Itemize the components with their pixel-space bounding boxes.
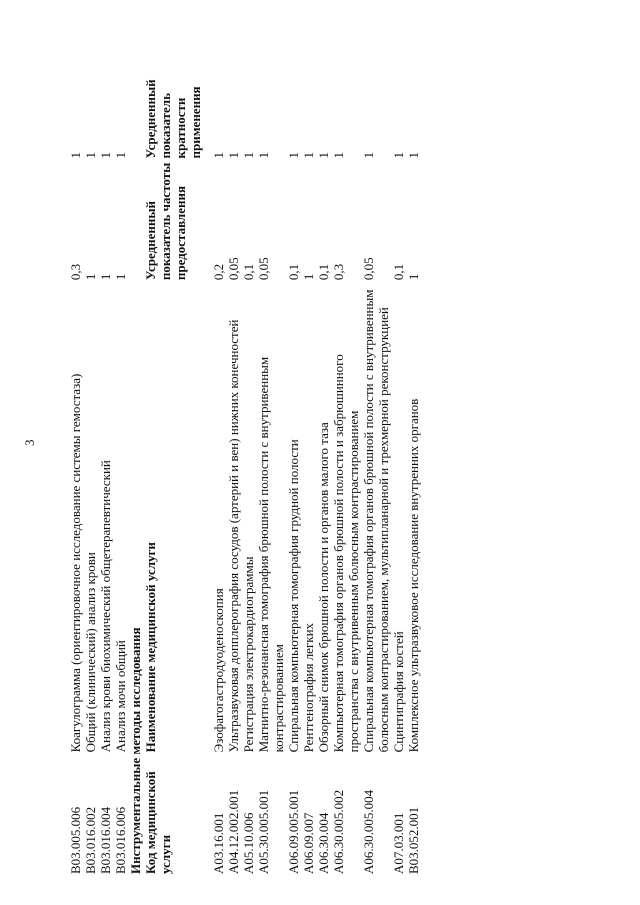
- service-name: Магнитно-резонансная томография брюшной полости с внутривенным контрастированием: [256, 356, 286, 753]
- service-name: Спиральная компьютерная томография органов брюшной полости с внутривенным болюсным контрастированием, мультипланарной и трехмерной реконструкцией: [361, 289, 391, 753]
- frequency-value: 0,3: [68, 263, 83, 281]
- multiplicity-value: 1: [98, 152, 113, 159]
- multiplicity-value: 1: [211, 152, 226, 159]
- service-code: A03.16.001: [211, 812, 226, 874]
- frequency-value: 0,1: [316, 263, 331, 281]
- service-name: Комплексное ультразвуковое исследование внутренних органов: [406, 398, 421, 753]
- service-code: B03.016.004: [98, 806, 113, 874]
- frequency-value: 1: [98, 273, 113, 281]
- service-code: A06.09.007: [301, 812, 316, 874]
- frequency-value: 0,1: [286, 263, 301, 281]
- frequency-value: 1: [301, 273, 316, 281]
- service-code: A06.30.004: [316, 812, 331, 874]
- service-name: Анализ крови биохимический общетерапевтический: [98, 460, 113, 753]
- multiplicity-value: 1: [391, 152, 406, 159]
- service-name: Регистрация электрокардиограммы: [241, 556, 256, 753]
- service-name: Коагулограмма (ориентировочное исследование системы гемостаза): [68, 373, 83, 753]
- service-code: A06.30.005.004: [361, 789, 376, 874]
- frequency-value: 0,3: [331, 263, 346, 281]
- table-row: [256, 46, 286, 876]
- multiplicity-value: 1: [256, 152, 271, 159]
- service-code: B03.016.006: [113, 806, 128, 874]
- service-name: Рентгенография легких: [301, 622, 316, 753]
- service-code: A06.09.005.001: [286, 789, 301, 874]
- table-row: [361, 46, 391, 876]
- service-name: Ультразвуковая допплерография сосудов (артерий и вен) нижних конечностей: [226, 319, 241, 753]
- service-name: Анализ мочи общий: [113, 640, 128, 753]
- header-code: Код медицинской услуги: [143, 771, 173, 874]
- section-row: [128, 46, 143, 876]
- table-row: [286, 46, 301, 876]
- table-row: [68, 46, 83, 876]
- table-row: [391, 46, 406, 876]
- table-row: [331, 46, 361, 876]
- multiplicity-value: 1: [286, 152, 301, 159]
- frequency-value: 1: [406, 273, 421, 281]
- service-code: A05.30.005.001: [256, 789, 271, 874]
- table-row: [113, 46, 128, 876]
- service-name: Обзорный снимок брюшной полости и органов малого таза: [316, 422, 331, 753]
- section-title: Инструментальные методы исследования: [128, 627, 143, 874]
- multiplicity-value: 1: [226, 152, 241, 159]
- table-row: [83, 46, 98, 876]
- service-name: Сцинтиграфия костей: [391, 631, 406, 753]
- service-code: A07.03.001: [391, 812, 406, 874]
- service-code: B03.016.002: [83, 806, 98, 874]
- service-code: B03.005.006: [68, 806, 83, 874]
- frequency-value: 0,2: [211, 263, 226, 281]
- multiplicity-value: 1: [113, 152, 128, 159]
- frequency-value: 1: [83, 273, 98, 281]
- page-number: 3: [22, 439, 37, 446]
- table-row: [316, 46, 331, 876]
- multiplicity-value: 1: [83, 152, 98, 159]
- frequency-value: 0,1: [391, 263, 406, 281]
- header-mult: Усредненный показатель кратности применения: [143, 79, 203, 159]
- instrumental-rows: [211, 46, 421, 876]
- service-code: A04.12.002.001: [226, 789, 241, 874]
- document-table-container: [68, 46, 588, 876]
- frequency-value: 0,05: [226, 257, 241, 281]
- table-row: [241, 46, 256, 876]
- service-code: B03.052.001: [406, 806, 421, 874]
- multiplicity-value: 1: [331, 152, 346, 159]
- header-row: [143, 46, 203, 876]
- frequency-value: 0,05: [361, 257, 376, 281]
- table-row: [226, 46, 241, 876]
- multiplicity-value: 1: [301, 152, 316, 159]
- multiplicity-value: 1: [316, 152, 331, 159]
- frequency-value: 0,1: [241, 263, 256, 281]
- service-name: Общий (клинический) анализ крови: [83, 552, 98, 753]
- service-code: A05.10.006: [241, 812, 256, 874]
- frequency-value: 1: [113, 273, 128, 281]
- multiplicity-value: 1: [68, 152, 83, 159]
- multiplicity-value: 1: [241, 152, 256, 159]
- service-name: Эзофагогастродуоденоскопия: [211, 588, 226, 753]
- service-code: A06.30.005.002: [331, 789, 346, 874]
- header-name: Наименование медицинской услуги: [143, 542, 158, 753]
- lab-rows: [68, 46, 128, 876]
- table-row: [98, 46, 113, 876]
- frequency-value: 0,05: [256, 257, 271, 281]
- table-row: [211, 46, 226, 876]
- header-freq: Усредненный показатель частоты предоставления: [143, 162, 188, 281]
- table-row: [406, 46, 421, 876]
- table-row: [301, 46, 316, 876]
- multiplicity-value: 1: [361, 152, 376, 159]
- services-table: [68, 46, 421, 876]
- section: [128, 46, 211, 876]
- service-name: Компьютерная томография органов брюшной полости и забрюшинного пространства с внутривенным болюсным контрастированием: [331, 354, 361, 753]
- multiplicity-value: 1: [406, 152, 421, 159]
- service-name: Спиральная компьютерная томография грудной полости: [286, 439, 301, 753]
